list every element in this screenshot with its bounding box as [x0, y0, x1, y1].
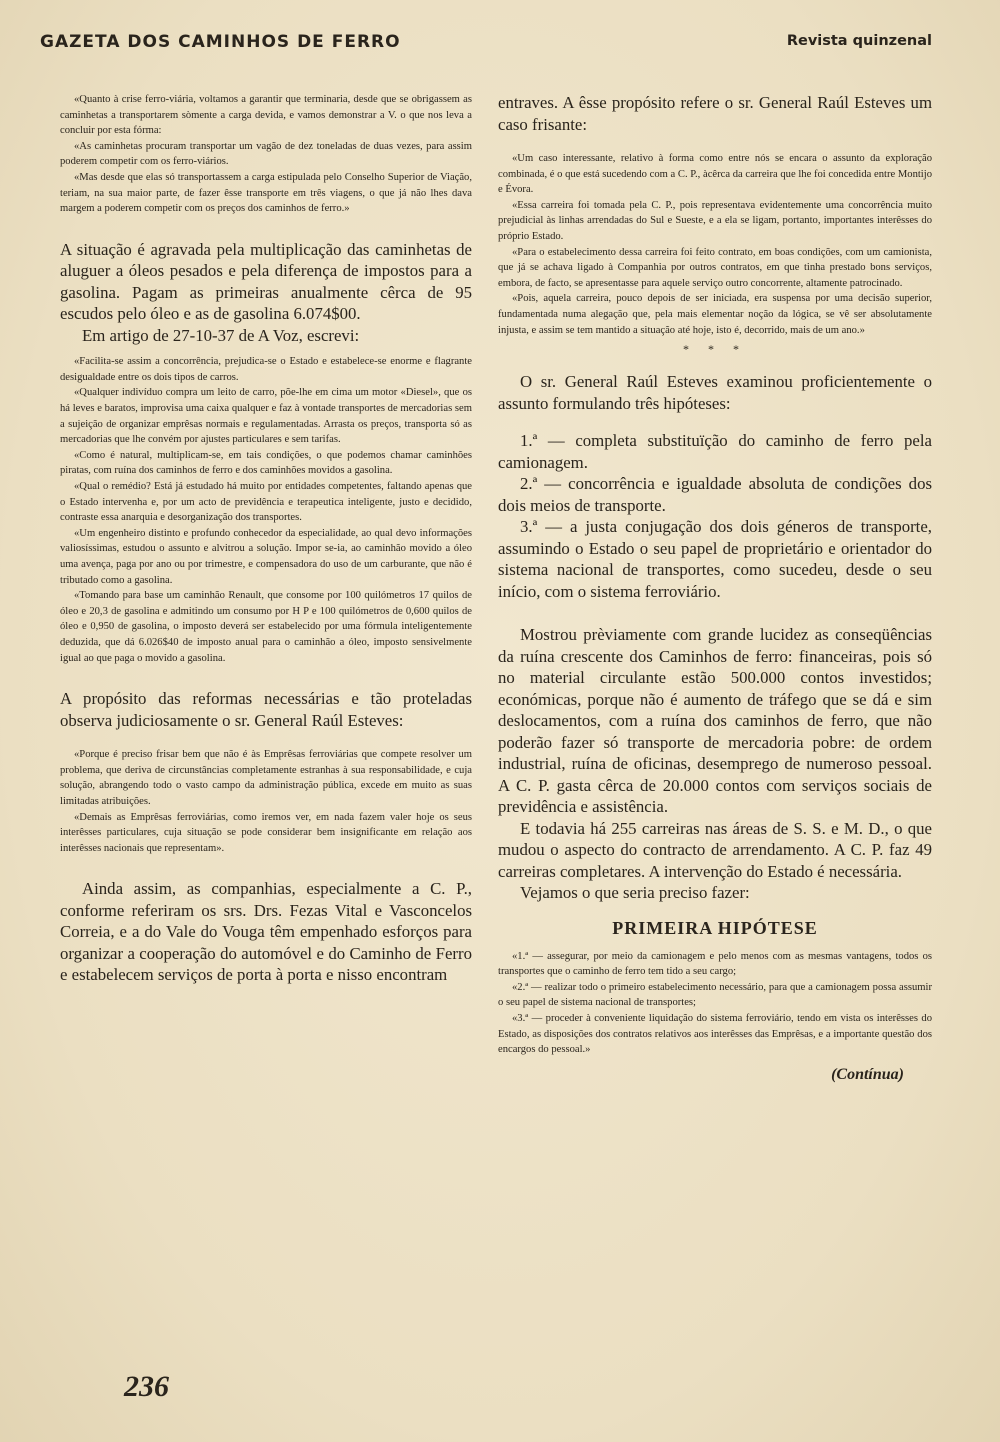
- spacer: [60, 217, 472, 239]
- quoted-paragraph: «Para o estabelecimento dessa carreira foi feito contrato, em boas condições, com um camionista, que já se achava ligado à Companhia por outros contratos, em que tinha prestado bons serviços, embora, de facto, se apresentasse para aquele serviço outro concorrente, altamente patrocinado.: [498, 246, 932, 289]
- continued-note: (Contínua): [831, 1065, 904, 1083]
- page-number: 236: [124, 1370, 169, 1403]
- quoted-paragraph: «Qual o remédio? Está já estudado há muito por entidades competentes, faltando apenas que o Estado intervenha e, por um acto de previdência e terapeutica inteligente, justo e decidido, contraste essa anarquia e desorganização dos transportes.: [60, 481, 472, 524]
- quoted-paragraph: «Um engenheiro distinto e profundo conhecedor da especialidade, ao qual devo informações valiosíssimas, estudou o assunto e alvitrou a solução. Impor se-ia, ao caminhão movido a óleo uma avença, paga por ano ou por trimestre, e compensadora do uso de um carburante, que não é tributado como a gasolina.: [60, 527, 472, 586]
- quoted-paragraph: «Porque é preciso frisar bem que não é às Emprêsas ferroviárias que compete resolver um problema, que deriva de circunstâncias completamente estranhas à sua responsabilidade, e cuja solução, abrangendo todo o vasto campo da administração pública, excede em muito as suas limitadas atribuições.: [60, 749, 472, 807]
- journal-subtitle: Revista quinzenal: [786, 33, 932, 49]
- quoted-paragraph: «Facilita-se assim a concorrência, prejudica-se o Estado e estabelece-se enorme e flagrante desigualdade entre os dois tipos de carros.: [60, 356, 472, 383]
- body-paragraph: Mostrou prèviamente com grande lucidez as conseqüências da ruína crescente dos Caminhos de ferro: financeiras, pois só no material circulante estão 500.000 contos investidos; económicas, porque não é aumento de tráfego que se dá e sim deslocamentos, com a ruína dos caminhos de ferro, que não poderão fazer só transporte de mercadoria pobre: de ordem industrial, ruína de oficinas, desemprego de numeroso pessoal. A C. P. gasta cêrca de 20.000 contos com serviços sociais de previdência e assistência.: [498, 625, 932, 817]
- section-divider: * * *: [683, 342, 747, 357]
- spacer: [498, 363, 932, 371]
- body-paragraph: 3.ª — a justa conjugação dos dois géneros de transporte, assumindo o Estado o seu papel de proprietário e orientador do sistema nacional de transportes, como sucedeu, desde o seu início, com o sistema ferroviário.: [498, 517, 932, 601]
- right-column: [498, 92, 932, 1084]
- spacer: [60, 666, 472, 688]
- quoted-paragraph: «Um caso interessante, relativo à forma como entre nós se encara o assunto da exploração combinada, é o que está sucedendo com a C. P., àcêrca da carreira que lhe foi concedida entre Montijo e Évora.: [498, 153, 932, 196]
- quoted-paragraph: «Qualquer indivíduo compra um leito de carro, põe-lhe em cima um motor «Diesel», que os há leves e baratos, improvisa uma caixa qualquer e faz à vontade transportes de mercadorias sem a sujeição de organizar emprêsas normais e regulamentadas. Arrasta os preços, transporta só as mercadorias que lhe convém por ajustes particulares e sem tarifas.: [60, 387, 472, 446]
- body-paragraph: Ainda assim, as companhias, especialmente a C. P., conforme referiram os srs. Drs. Fezas Vital e Vasconcelos Correia, e a do Vale do Vouga têm empenhado esforços para organizar a cooperação do automóvel e do Caminho de Ferro e estabelecem serviços de porta à porta e nisso encontram: [60, 879, 472, 985]
- spacer: [60, 856, 472, 878]
- body-paragraph: Vejamos o que seria preciso fazer:: [520, 883, 750, 903]
- body-paragraph: O sr. General Raúl Esteves examinou proficientemente o assunto formulando três hipóteses:: [498, 372, 932, 413]
- spacer: [498, 414, 932, 430]
- section-heading: PRIMEIRA HIPÓTESE: [612, 917, 818, 938]
- body-paragraph: Em artigo de 27-10-37 de A Voz, escrevi:: [82, 325, 360, 345]
- quoted-paragraph: «Tomando para base um caminhão Renault, que consome por 100 quilómetros 17 quilos de óleo e 20,3 de gasolina e admitindo um consumo por H P e 100 quilómetros de 0,600 quilos de óleo e 0,950 de gasolina, o imposto deverá ser estabelecido por uma fórmula inteligentemente deduzida, que dá 6.026$40 de imposto anual para o caminhão a óleo, imposto sensivelmente igual ao que paga o movido a gasolina.: [60, 590, 472, 664]
- body-paragraph: entraves. A êsse propósito refere o sr. General Raúl Esteves um caso frisante:: [498, 93, 932, 134]
- quoted-paragraph: «Quanto à crise ferro-viária, voltamos a garantir que terminaria, desde que se obrigassem as caminhetas a transportarem sòmente a carga devida, e vamos demonstrar a V. o que nos leva a concluir por esta fórma:: [60, 94, 472, 137]
- spacer: [498, 135, 932, 151]
- quoted-paragraph: «1.ª — assegurar, por meio da camionagem e pelo menos com as mesmas vantagens, todos os transportes que o caminho de ferro tem tido a seu cargo;: [498, 950, 932, 978]
- quoted-paragraph: «2.ª — realizar todo o primeiro estabelecimento necessário, para que a camionagem possa assumir o seu papel de sistema nacional de transportes;: [498, 981, 932, 1009]
- body-paragraph: E todavia há 255 carreiras nas áreas de S. S. e M. D., o que mudou o aspecto do contracto de arrendamento. A C. P. faz 49 carreiras completares. A intervenção do Estado é necessária.: [498, 818, 932, 881]
- quoted-paragraph: «Como é natural, multiplicam-se, em tais condições, o que podemos chamar caminhões piratas, com ruína dos caminhos de ferro e dos caminhões movidos a gasolina.: [60, 449, 472, 477]
- body-paragraph: A propósito das reformas necessárias e tão proteladas observa judiciosamente o sr. General Raúl Esteves:: [60, 689, 472, 730]
- quoted-paragraph: «As caminhetas procuram transportar um vagão de dez toneladas de duas vezes, para assim poderem competir com os ferro-viários.: [60, 140, 472, 168]
- quoted-paragraph: «Mas desde que elas só transportassem a carga estipulada pelo Conselho Superior de Viação, teriam, na sua maior parte, de fazer êsse transporte em três viagens, o que já não lhes dava margem a poderem competir com os preços dos caminhos de ferro.»: [60, 171, 472, 215]
- quoted-paragraph: «Pois, aquela carreira, pouco depois de ser iniciada, era suspensa por uma decisão superior, fundamentada numa alegação que, pela mais elementar noção da lógica, se vê ser absolutamente injusta, e assim se tem mantido a situação até hoje, isto é, decorrido, mais de um ano.»: [498, 293, 932, 336]
- spacer: [60, 346, 472, 354]
- quoted-paragraph: «Essa carreira foi tomada pela C. P., pois representava evidentemente uma concorrência muito prejudicial às linhas arrendadas do Sul e Sueste, e a ela se ligam, portanto, importantes interêsses do próprio Estado.: [498, 199, 932, 242]
- quoted-paragraph: «Demais as Emprêsas ferroviárias, como iremos ver, em nada fazem valer hoje os seus interêsses particulares, cuja situação se pode considerar bem insignificante em relação aos interêsses nacionais que representam».: [60, 811, 472, 854]
- spacer: [60, 731, 472, 747]
- quoted-paragraph: «3.ª — proceder à conveniente liquidação do sistema ferroviário, tendo em vista os interêsses do Estado, as disposições dos contratos relativos aos interêsses das Emprêsas, e a importante questão dos encargos do pessoal.»: [498, 1013, 932, 1056]
- body-paragraph: A situação é agravada pela multiplicação das caminhetas de aluguer a óleos pesados e pela diferença de impostos para a gasolina. Pagam as primeiras anualmente cêrca de 95 escudos pelo óleo e as de gasolina 6.074$00.: [60, 239, 472, 324]
- spacer: [498, 602, 932, 624]
- journal-title: GAZETA DOS CAMINHOS DE FERRO: [40, 32, 401, 52]
- body-paragraph: 1.ª — completa substituïção do caminho de ferro pela camionagem.: [498, 431, 932, 472]
- body-paragraph: 2.ª — concorrência e igualdade absoluta de condições dos dois meios de transporte.: [498, 474, 932, 515]
- left-column: [60, 92, 472, 986]
